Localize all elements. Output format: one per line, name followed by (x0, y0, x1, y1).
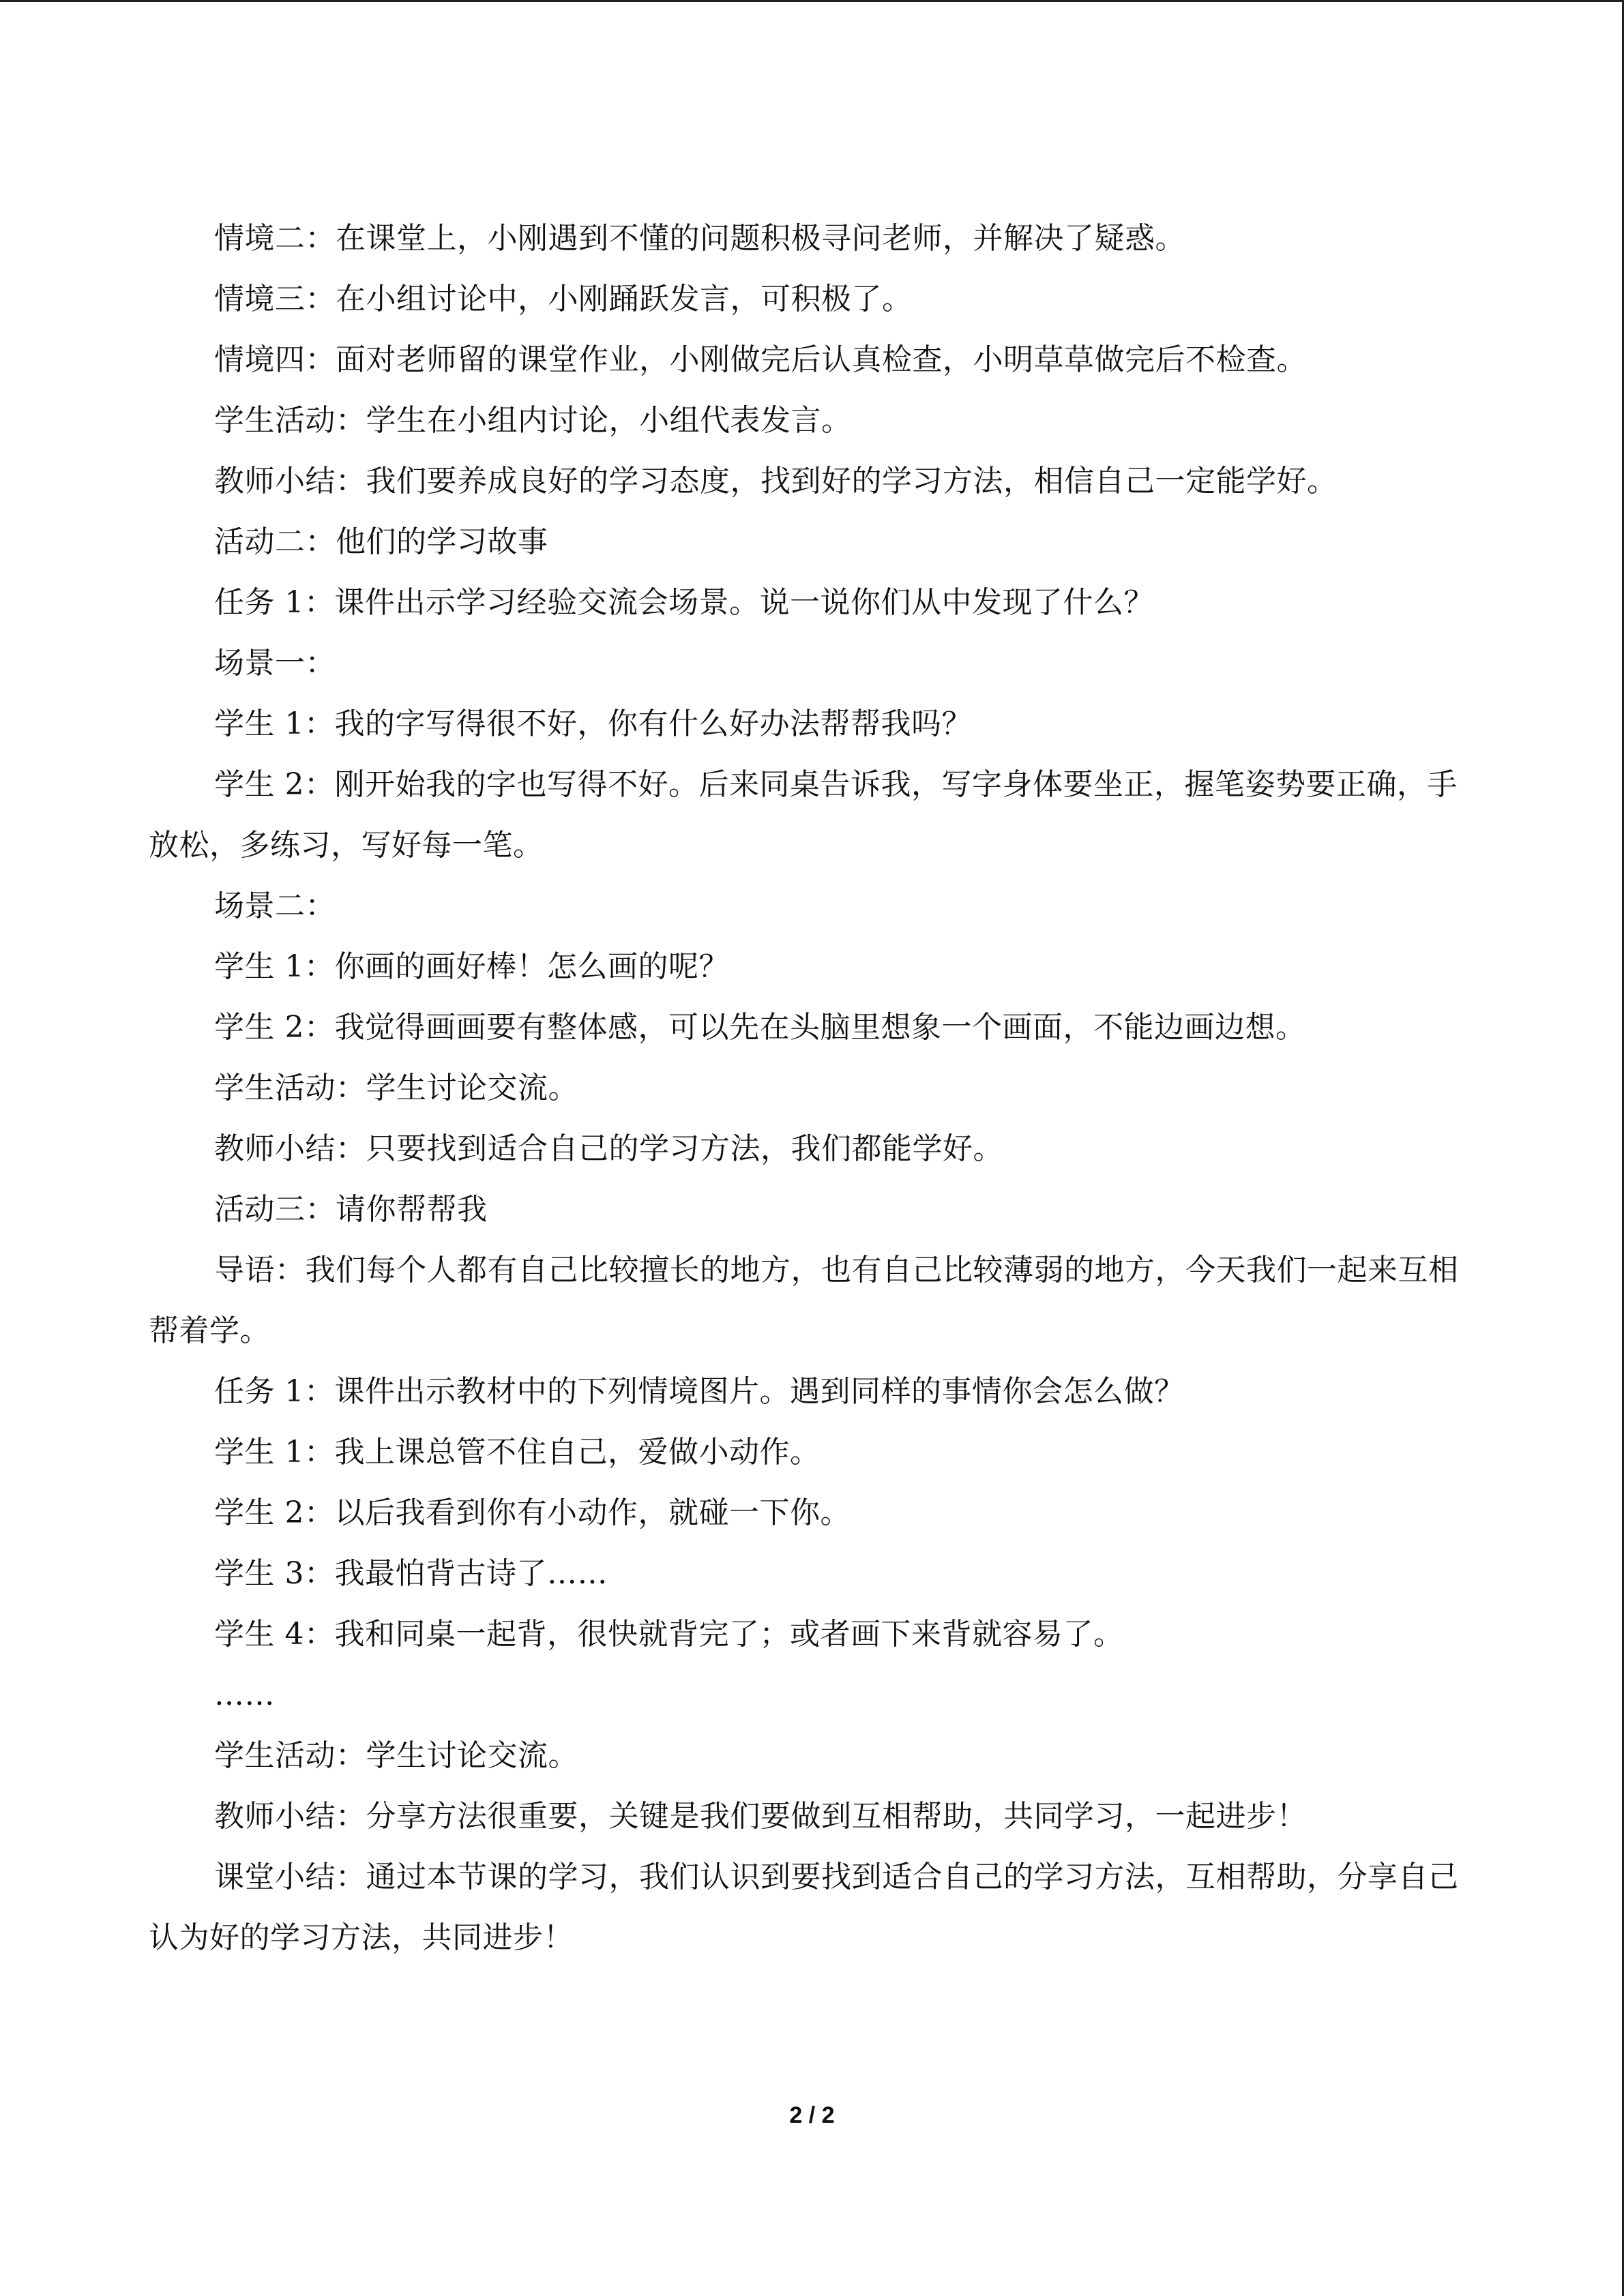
paragraph: 学生活动：学生讨论交流。 (214, 1071, 578, 1105)
paragraph: 任务 1：课件出示教材中的下列情境图片。遇到同样的事情你会怎么做？ (214, 1374, 1185, 1409)
section-heading: 活动三：请你帮帮我 (214, 1192, 488, 1227)
paragraph: 学生活动：学生讨论交流。 (214, 1738, 578, 1773)
paragraph: 学生 1：你画的画好棒！怎么画的呢？ (214, 949, 729, 984)
paragraph: 情境二：在课堂上，小刚遇到不懂的问题积极寻问老师，并解决了疑惑。 (214, 221, 1185, 256)
paragraph: 学生 1：我上课总管不住自己，爱做小动作。 (214, 1435, 821, 1470)
paragraph: 学生 4：我和同桌一起背，很快就背完了；或者画下来背就容易了。 (214, 1617, 1124, 1652)
page-number: 2 / 2 (789, 2102, 835, 2128)
paragraph: 场景一： (214, 646, 336, 681)
paragraph: 情境三：在小组讨论中，小刚踊跃发言，可积极了。 (214, 282, 913, 316)
paragraph: 教师小结：我们要养成良好的学习态度，找到好的学习方法，相信自己一定能学好。 (214, 464, 1338, 498)
paragraph: 情境四：面对老师留的课堂作业，小刚做完后认真检查，小明草草做完后不检查。 (214, 342, 1307, 377)
paragraph: 教师小结：分享方法很重要，关键是我们要做到互相帮助，共同学习，一起进步！ (214, 1799, 1307, 1834)
paragraph: 导语：我们每个人都有自己比较擅长的地方，也有自己比较薄弱的地方，今天我们一起来互相帮着学。 (149, 1253, 1459, 1348)
paragraph: 学生 3：我最怕背古诗了…… (214, 1556, 608, 1591)
paragraph: 学生 2：我觉得画画要有整体感，可以先在头脑里想象一个画面，不能边画边想。 (214, 1010, 1306, 1045)
document-body (149, 208, 1465, 1968)
section-heading: 活动二：他们的学习故事 (214, 524, 548, 559)
paragraph: 课堂小结：通过本节课的学习，我们认识到要找到适合自己的学习方法，互相帮助，分享自己认为好的学习方法，共同进步！ (149, 1860, 1459, 1955)
paragraph: …… (214, 1678, 275, 1712)
paragraph: 场景二： (214, 889, 336, 923)
paragraph: 学生 2：刚开始我的字也写得不好。后来同桌告诉我，写字身体要坐正，握笔姿势要正确，手放松，多练习，写好每一笔。 (149, 767, 1458, 863)
paragraph: 任务 1：课件出示学习经验交流会场景。说一说你们从中发现了什么？ (214, 585, 1154, 620)
paragraph: 学生 1：我的字写得很不好，你有什么好办法帮帮我吗？ (214, 706, 972, 741)
paragraph: 教师小结：只要找到适合自己的学习方法，我们都能学好。 (214, 1131, 1003, 1166)
paragraph: 学生 2：以后我看到你有小动作，就碰一下你。 (214, 1495, 851, 1530)
paragraph: 学生活动：学生在小组内讨论，小组代表发言。 (214, 403, 852, 438)
